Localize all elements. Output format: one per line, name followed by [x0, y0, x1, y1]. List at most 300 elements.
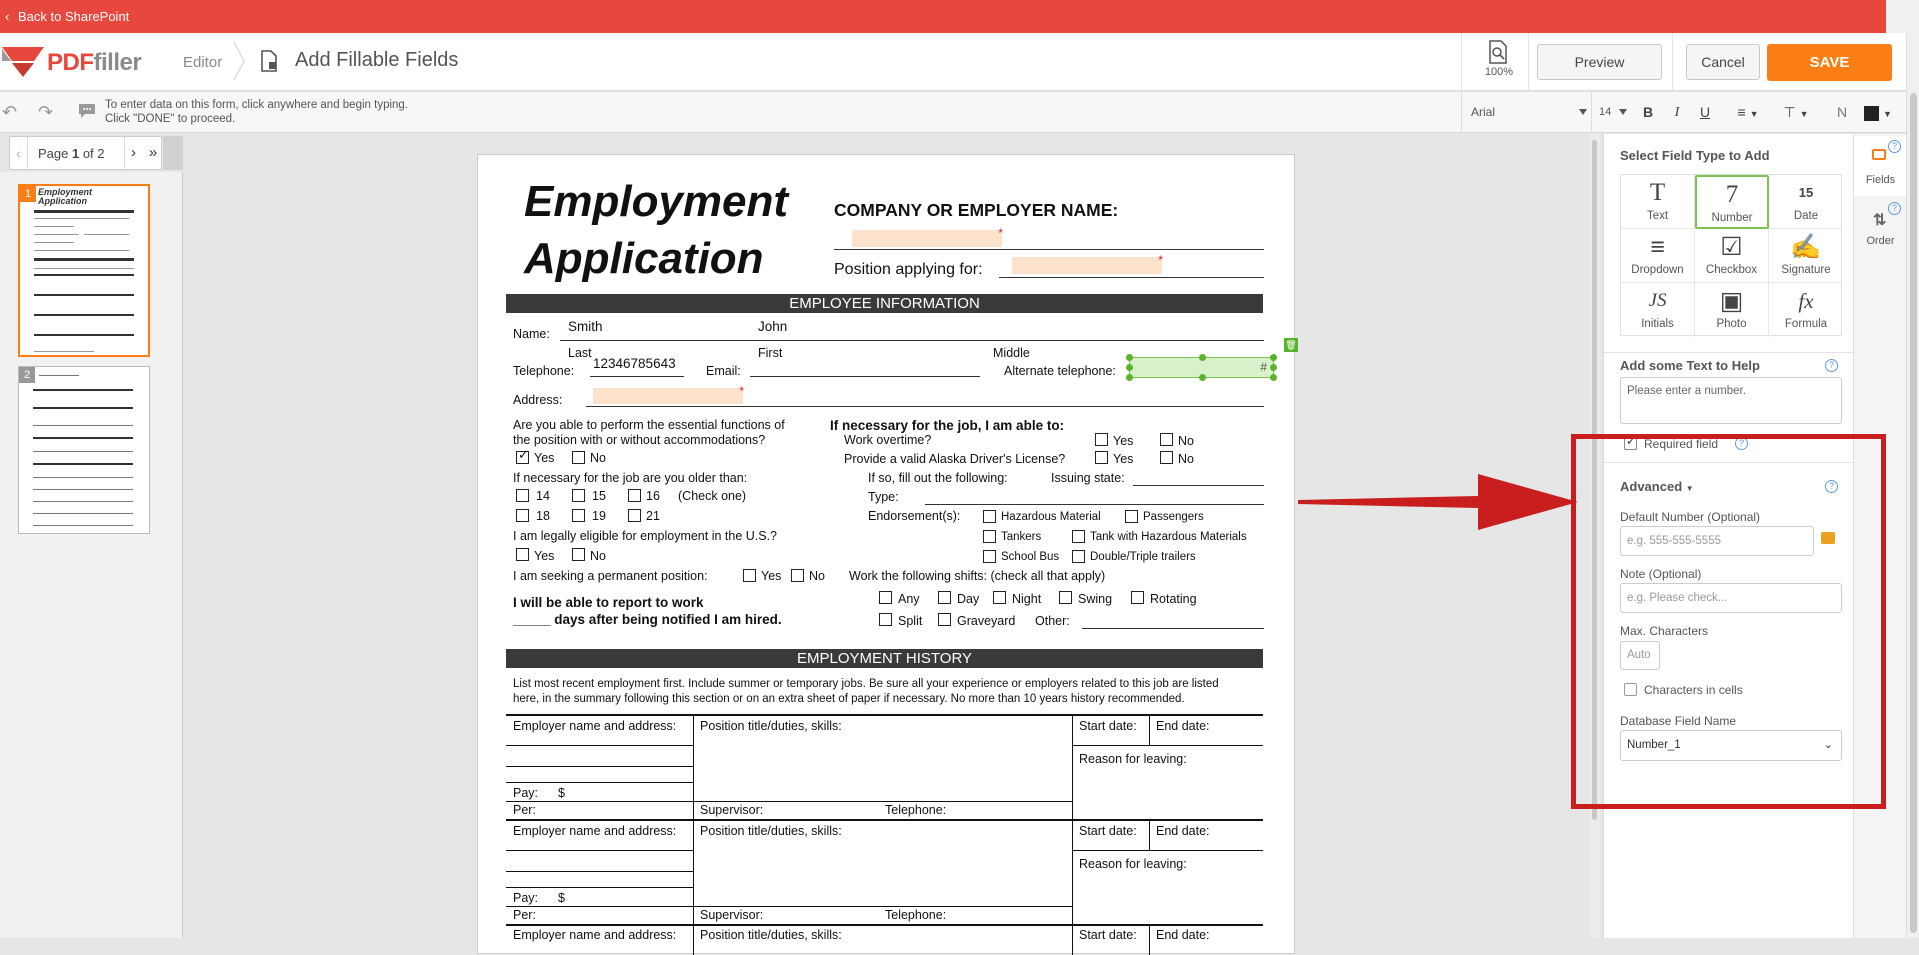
chevron-down-icon: ⌄	[1823, 739, 1833, 751]
thumb-line	[34, 258, 134, 261]
characters-in-cells-label: Characters in cells	[1644, 683, 1743, 697]
field-type-number[interactable]	[1695, 175, 1769, 229]
field-type-initials[interactable]	[1621, 283, 1695, 337]
yes-label: Yes	[1113, 452, 1134, 466]
permanent-yes-checkbox[interactable]	[743, 569, 756, 582]
field-type-grid	[1620, 174, 1842, 336]
color-swatch	[1864, 106, 1879, 121]
pay-label: Pay:	[513, 786, 539, 800]
field-type-formula[interactable]	[1769, 283, 1843, 337]
alaska-license-label: Provide a valid Alaska Driver's License?	[844, 452, 1066, 466]
logo-pdf: PDF	[47, 49, 94, 76]
pay-label: Pay:	[513, 891, 539, 905]
align-button[interactable]	[1728, 92, 1768, 133]
no-label: No	[590, 549, 606, 563]
position-title-label: Position title/duties, skills:	[700, 824, 842, 838]
thumb-line	[33, 489, 133, 490]
number-hash-icon: #	[1260, 360, 1267, 374]
employer-label: Employer name and address:	[513, 928, 677, 942]
chevron-down-icon	[1619, 109, 1627, 115]
no-label: No	[1178, 434, 1194, 448]
endorse-tankers-checkbox[interactable]	[983, 530, 996, 543]
next-page-button[interactable]: ›	[124, 137, 142, 169]
work-overtime-label: Work overtime?	[844, 433, 932, 447]
help-text-title: Add some Text to Help	[1620, 358, 1760, 373]
alt-telephone-label: Alternate telephone:	[1004, 364, 1116, 378]
employer-label: Employer name and address:	[513, 719, 677, 733]
thumb-line	[34, 250, 129, 251]
field-type-photo[interactable]	[1695, 283, 1769, 337]
age-label: 14	[536, 489, 550, 503]
report-line-2: _____ days after being notified I am hired.	[513, 612, 782, 627]
help-icon[interactable]: ?	[1735, 437, 1748, 450]
no-label: No	[1178, 452, 1194, 466]
font-value: Arial	[1471, 105, 1496, 119]
resize-handle[interactable]	[1126, 364, 1133, 371]
thumb-line	[33, 513, 133, 514]
table-rule	[506, 745, 693, 746]
thumb-line	[34, 314, 134, 316]
document-page[interactable]	[477, 154, 1295, 954]
email-label: Email:	[706, 364, 741, 378]
supervisor-label: Supervisor:	[700, 803, 764, 817]
redo-icon[interactable]: ↷	[38, 102, 54, 122]
age-label: 16	[646, 489, 660, 503]
annotation-arrow-icon	[1298, 474, 1578, 534]
middle-caption: Middle	[993, 346, 1030, 360]
resize-handle[interactable]	[1126, 374, 1133, 381]
form-title-line-2: Application	[524, 234, 764, 283]
default-number-input[interactable]: e.g. 555-555-5555	[1620, 526, 1814, 556]
fields-icon	[1872, 149, 1886, 160]
history-note-1: List most recent employment first. Include summer or temporary jobs. Be sure all your experience or employers related to this job are listed	[513, 678, 1219, 690]
age-label: 15	[592, 489, 606, 503]
supervisor-label: Supervisor:	[700, 908, 764, 922]
age-label: 18	[536, 509, 550, 523]
bold-button[interactable]: B	[1642, 104, 1654, 120]
age-18-checkbox[interactable]	[516, 509, 529, 522]
telephone2-label: Telephone:	[885, 803, 947, 817]
shift-label: Rotating	[1150, 592, 1197, 606]
endorse-double-triple-checkbox[interactable]	[1072, 550, 1085, 563]
delete-field-icon[interactable]: 🗑	[1285, 340, 1297, 350]
page-current: 1	[71, 146, 80, 161]
help-text-input[interactable]: Please enter a number.	[1620, 377, 1842, 424]
max-characters-input[interactable]: Auto	[1620, 641, 1660, 670]
thumb-line	[39, 375, 79, 376]
rule	[586, 406, 1264, 407]
thumbnail-number: 2	[19, 367, 35, 383]
number-field-icon: 7	[1725, 181, 1739, 208]
app-header	[0, 33, 1906, 91]
thumbnail-title: Employment Application	[38, 187, 93, 206]
panel-title: Select Field Type to Add	[1620, 148, 1770, 163]
pager-box	[9, 136, 162, 170]
end-date-label: End date:	[1156, 719, 1210, 733]
resize-handle[interactable]	[1270, 374, 1277, 381]
eligible-yes-checkbox[interactable]	[516, 548, 529, 561]
page-title: Add Fillable Fields	[295, 49, 459, 71]
prev-page-button[interactable]: ‹	[10, 137, 28, 169]
advanced-label: Advanced	[1620, 479, 1683, 494]
field-type-label: Formula	[1784, 318, 1828, 330]
caret-down-icon: ▼	[1685, 484, 1694, 493]
photo-icon: ▣	[1719, 287, 1744, 315]
normal-text-button[interactable]: N	[1836, 104, 1848, 120]
thumb-line	[33, 525, 133, 526]
thumb-line	[33, 407, 133, 409]
resize-handle[interactable]	[1126, 354, 1133, 361]
permanent-no-checkbox[interactable]	[791, 569, 804, 582]
font-size-value: 14	[1599, 106, 1612, 118]
age-label: 19	[592, 509, 606, 523]
endorse-label: Tankers	[1001, 531, 1042, 543]
section-employee-information: EMPLOYEE INFORMATION	[506, 294, 1263, 313]
alternate-telephone-number-field[interactable]	[1129, 357, 1274, 378]
question-essential-1: Are you able to perform the essential functions of	[513, 418, 785, 432]
field-type-date[interactable]	[1769, 175, 1843, 229]
thumb-line	[34, 274, 134, 276]
per-label: Per:	[513, 908, 536, 922]
shift-label: Swing	[1078, 592, 1113, 606]
signature-icon: ✍	[1790, 233, 1822, 261]
age-19-checkbox[interactable]	[572, 509, 585, 522]
first-caption: First	[758, 346, 783, 360]
endorse-passengers-checkbox[interactable]	[1125, 510, 1138, 523]
table-col	[1072, 715, 1073, 820]
rule	[1133, 485, 1264, 486]
shift-label: Night	[1012, 592, 1042, 606]
thumb-line	[34, 242, 74, 243]
yes-label: Yes	[1113, 434, 1134, 448]
page-navigator	[0, 134, 183, 172]
position-label: Position applying for:	[834, 261, 983, 278]
address-label: Address:	[513, 393, 563, 407]
table-rule	[506, 782, 693, 783]
valign-top-icon: ⊤	[1783, 104, 1796, 120]
thumb-line	[84, 234, 129, 235]
help-icon[interactable]: ?	[1888, 202, 1901, 215]
chevron-down-icon	[1579, 109, 1587, 115]
hint-line-1: To enter data on this form, click anywhere and begin typing.	[105, 99, 409, 111]
table-col	[1149, 715, 1150, 745]
table-col	[1149, 820, 1150, 850]
save-button[interactable]: SAVE	[1767, 44, 1892, 81]
rule	[750, 376, 980, 377]
endorse-hazmat-checkbox[interactable]	[983, 510, 996, 523]
database-field-label: Database Field Name	[1620, 714, 1737, 728]
breadcrumb-editor[interactable]: Editor	[183, 54, 223, 71]
font-select[interactable]	[1461, 92, 1591, 133]
window-scrollbar[interactable]	[1906, 33, 1919, 938]
zoom-icon	[1488, 40, 1510, 64]
tab-fields-label: Fields	[1865, 174, 1896, 186]
format-toolbar	[0, 92, 1906, 133]
pager-settings-button[interactable]	[163, 136, 183, 170]
rule	[925, 504, 1264, 505]
hint-line-2: Click "DONE" to proceed.	[105, 113, 236, 125]
help-icon[interactable]: ?	[1888, 140, 1901, 153]
shift-label: Any	[898, 592, 920, 606]
resize-handle[interactable]	[1270, 364, 1277, 371]
endorse-label: Double/Triple trailers	[1090, 551, 1196, 563]
type-label: Type:	[868, 490, 899, 504]
breadcrumb-separator-icon	[232, 42, 246, 80]
chevron-down-icon: ▼	[1799, 109, 1809, 119]
thumb-line	[34, 210, 134, 213]
thumbnail-page-1[interactable]	[18, 184, 150, 357]
license-yes-checkbox[interactable]	[1095, 451, 1108, 464]
italic-button[interactable]: I	[1674, 105, 1680, 120]
company-name-field[interactable]	[852, 230, 1002, 247]
table-rule	[506, 801, 1072, 802]
field-type-label: Dropdown	[1631, 264, 1684, 276]
eligible-no-checkbox[interactable]	[572, 548, 585, 561]
age-21-checkbox[interactable]	[628, 509, 641, 522]
shift-label: Graveyard	[957, 614, 1016, 628]
fill-out-label: If so, fill out the following:	[868, 471, 1008, 485]
endorse-label: Passengers	[1143, 511, 1204, 523]
shift-day-checkbox[interactable]	[938, 591, 951, 604]
thumb-line	[34, 218, 129, 219]
document-lock-icon	[260, 50, 278, 72]
table-col	[693, 820, 694, 925]
field-type-label: Date	[1793, 210, 1819, 222]
end-date-label: End date:	[1156, 824, 1210, 838]
overtime-no-checkbox[interactable]	[1160, 433, 1173, 446]
help-icon[interactable]: ?	[1825, 359, 1838, 372]
thumb-line	[34, 226, 74, 227]
last-page-button[interactable]: »	[148, 144, 158, 161]
back-to-sharepoint-link[interactable]	[0, 0, 1886, 33]
field-type-label: Text	[1646, 210, 1669, 222]
thumb-line	[33, 463, 133, 465]
no-label: No	[590, 451, 606, 465]
divider	[1672, 33, 1673, 91]
shift-split-checkbox[interactable]	[879, 613, 892, 626]
underline-button[interactable]: U	[1699, 104, 1711, 120]
undo-icon[interactable]: ↶	[2, 102, 18, 122]
initials-icon: JS	[1648, 290, 1667, 311]
order-icon: ⇅	[1873, 212, 1887, 229]
zoom-value: 100%	[1484, 66, 1514, 78]
chevron-down-icon: ▼	[1882, 109, 1892, 119]
thumbnail-number: 1	[20, 186, 36, 202]
thumbnail-sidebar	[0, 172, 183, 938]
table-rule	[506, 850, 693, 851]
position-title-label: Position title/duties, skills:	[700, 719, 842, 733]
table-rule	[1072, 850, 1263, 851]
section-employment-history: EMPLOYMENT HISTORY	[506, 649, 1263, 668]
shift-label: Day	[957, 592, 980, 606]
chevron-down-icon: ▼	[1749, 109, 1759, 119]
font-size-select[interactable]	[1591, 92, 1631, 133]
dollar-sign: $	[558, 786, 565, 800]
other-label: Other:	[1035, 614, 1070, 628]
field-type-checkbox[interactable]	[1695, 229, 1769, 283]
shifts-question: Work the following shifts: (check all that apply)	[849, 569, 1106, 583]
field-type-label: Number	[1711, 212, 1753, 224]
thumb-line	[33, 425, 133, 426]
preview-button[interactable]: Preview	[1537, 44, 1662, 80]
shift-swing-checkbox[interactable]	[1059, 591, 1072, 604]
thumb-line	[33, 389, 133, 391]
logo-filler: filler	[93, 49, 142, 76]
field-type-label: Checkbox	[1705, 264, 1758, 276]
employer-label: Employer name and address:	[513, 824, 677, 838]
page-suffix: of 2	[79, 146, 105, 161]
table-rule	[1072, 745, 1263, 746]
shift-graveyard-checkbox[interactable]	[938, 613, 951, 626]
table-col	[1149, 925, 1150, 955]
zoom-button[interactable]	[1483, 40, 1515, 78]
shift-rotating-checkbox[interactable]	[1131, 591, 1144, 604]
thumb-line	[34, 234, 79, 235]
per-label: Per:	[513, 803, 536, 817]
position-field[interactable]	[1012, 257, 1162, 274]
checkbox-icon: ☑	[1720, 233, 1743, 261]
thumb-line	[34, 351, 94, 352]
question-permanent: I am seeking a permanent position:	[513, 569, 708, 583]
shift-night-checkbox[interactable]	[993, 591, 1006, 604]
table-rule	[506, 871, 693, 872]
name-label: Name:	[513, 327, 550, 341]
endorse-school-bus-checkbox[interactable]	[983, 550, 996, 563]
rule	[560, 340, 1264, 341]
thumb-line	[33, 451, 133, 452]
align-left-icon: ≡	[1737, 104, 1746, 120]
table-col	[693, 925, 694, 955]
field-type-signature[interactable]	[1769, 229, 1843, 283]
cancel-button[interactable]: Cancel	[1686, 44, 1760, 80]
scrollbar-corner	[1886, 0, 1919, 33]
yes-label: Yes	[534, 549, 555, 563]
history-note-2: here, in the summary following this section or on an extra sheet of paper if necessary. No more than 10 years history recommended.	[513, 693, 1185, 705]
max-characters-label: Max. Characters	[1620, 624, 1709, 638]
resize-handle[interactable]	[1270, 354, 1277, 361]
shift-label: Split	[898, 614, 923, 628]
thumb-line	[34, 268, 134, 269]
tab-order-label: Order	[1866, 235, 1895, 247]
logo-wordmark[interactable]	[47, 49, 141, 77]
editor-hint	[105, 98, 408, 126]
endorse-tank-hazmat-checkbox[interactable]	[1072, 530, 1085, 543]
back-label: Back to SharePoint	[18, 9, 130, 24]
valign-button[interactable]	[1776, 92, 1816, 133]
yes-label: Yes	[534, 451, 555, 465]
age-label: 21	[646, 509, 660, 523]
question-eligible: I am legally eligible for employment in the U.S.?	[513, 529, 778, 543]
address-field[interactable]	[593, 388, 743, 404]
license-no-checkbox[interactable]	[1160, 451, 1173, 464]
page-prefix: Page	[38, 146, 72, 161]
database-field-value: Number_1	[1627, 739, 1681, 751]
thumbnail-page-2[interactable]	[18, 366, 150, 534]
age-14-checkbox[interactable]	[516, 489, 529, 502]
report-line-1: I will be able to report to work	[513, 595, 704, 610]
resize-handle[interactable]	[1199, 374, 1206, 381]
essential-yes-checkbox[interactable]	[516, 447, 529, 464]
first-name-value[interactable]: John	[758, 319, 788, 334]
if-necessary-heading: If necessary for the job, I am able to:	[830, 418, 1065, 433]
no-label: No	[809, 569, 825, 583]
dropdown-icon: ≡	[1650, 233, 1665, 261]
table-rule	[506, 766, 693, 767]
divider	[1461, 33, 1462, 91]
thumb-line	[33, 437, 133, 439]
telephone-label: Telephone:	[513, 364, 575, 378]
age-15-checkbox[interactable]	[572, 489, 585, 502]
position-title-label: Position title/duties, skills:	[700, 928, 842, 942]
essential-no-checkbox[interactable]	[572, 451, 585, 464]
yes-label: Yes	[761, 569, 782, 583]
field-type-label: Initials	[1641, 318, 1674, 330]
resize-handle[interactable]	[1199, 354, 1206, 361]
formula-icon: fx	[1798, 289, 1814, 313]
issuing-state-label: Issuing state:	[1051, 471, 1125, 485]
tab-order[interactable]	[1854, 198, 1907, 258]
endorsements-label: Endorsement(s):	[868, 509, 961, 523]
color-button[interactable]	[1860, 92, 1896, 133]
table-col	[693, 715, 694, 820]
dollar-sign: $	[558, 891, 565, 905]
chevron-left-icon: ‹	[5, 9, 10, 24]
reason-label: Reason for leaving:	[1079, 857, 1187, 871]
start-date-label: Start date:	[1079, 719, 1137, 733]
note-input[interactable]: e.g. Please check...	[1620, 583, 1842, 613]
last-name-value[interactable]: Smith	[568, 319, 603, 334]
table-rule	[506, 887, 693, 888]
endorse-label: School Bus	[1001, 551, 1060, 563]
table-col	[1072, 820, 1073, 925]
pdffiller-logo-icon	[2, 47, 44, 77]
required-field-label: Required field	[1644, 437, 1719, 451]
check-one-note: (Check one)	[678, 489, 747, 503]
thumb-line	[33, 477, 133, 478]
field-type-dropdown[interactable]	[1621, 229, 1695, 283]
rule	[590, 376, 684, 377]
calendar-icon: 15	[1798, 185, 1814, 200]
divider	[1528, 33, 1529, 91]
rule	[999, 277, 1264, 278]
rule	[1082, 628, 1264, 629]
comment-icon	[77, 103, 97, 119]
form-title-line-1: Employment	[524, 177, 789, 226]
annotation-highlight-box	[1571, 434, 1886, 809]
thumb-line	[34, 334, 134, 336]
overtime-yes-checkbox[interactable]	[1095, 433, 1108, 446]
checkmark-icon: ✓	[1626, 434, 1637, 448]
table-rule	[506, 906, 1072, 907]
field-type-text[interactable]	[1621, 175, 1695, 229]
help-icon[interactable]: ?	[1825, 480, 1838, 493]
divider	[1604, 352, 1854, 353]
last-caption: Last	[568, 346, 592, 360]
tab-fields[interactable]	[1854, 136, 1907, 196]
page-indicator	[38, 146, 105, 161]
telephone-value[interactable]: 12346785643	[593, 356, 676, 371]
shift-any-checkbox[interactable]	[879, 591, 892, 604]
text-field-icon: T	[1649, 179, 1666, 206]
note-label: Note (Optional)	[1620, 567, 1702, 581]
table-col	[1072, 925, 1073, 955]
endorse-label: Tank with Hazardous Materials	[1090, 531, 1247, 543]
question-essential-2: the position with or without accommodations?	[513, 433, 766, 447]
reason-label: Reason for leaving:	[1079, 752, 1187, 766]
age-16-checkbox[interactable]	[628, 489, 641, 502]
checkmark-icon: ✓	[518, 447, 529, 462]
scrollbar-thumb[interactable]	[1910, 93, 1917, 933]
